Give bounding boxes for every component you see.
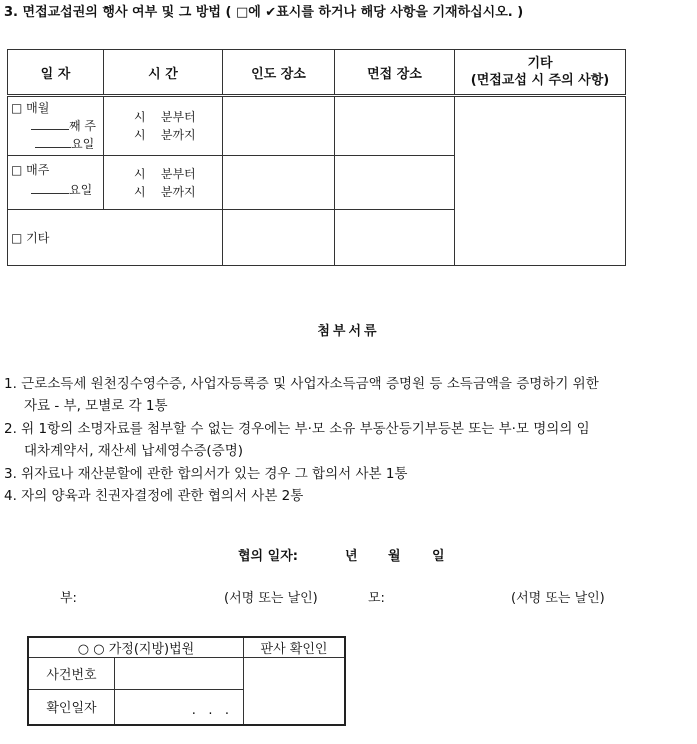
header-visit-place: 면접 장소 xyxy=(335,50,455,96)
attachment-item: 1. 근로소득세 원천징수영수증, 사업자등록증 및 사업자소득금액 증명원 등 소득금액을 증명하기 위한 xyxy=(4,376,599,392)
case-number-field[interactable] xyxy=(115,658,244,690)
weekly-handover-place[interactable] xyxy=(223,156,335,210)
agreement-year: 년 xyxy=(345,549,358,564)
header-date: 일 자 xyxy=(8,50,104,96)
mother-signature[interactable]: (서명 또는 날인) xyxy=(511,591,605,606)
confirm-date-field[interactable]: . . . xyxy=(115,690,244,725)
weekly-visit-place[interactable] xyxy=(335,156,455,210)
table-row xyxy=(8,96,626,156)
section-title: 3. 면접교섭권의 행사 여부 및 그 방법 ( □에 ✔표시를 하거나 해당 사항을 기재하십시오. ) xyxy=(4,5,524,20)
mother-label: 모: xyxy=(368,591,385,606)
court-name: ○ ○ 가정(지방)법원 xyxy=(28,637,244,658)
monthly-visit-place[interactable] xyxy=(335,96,455,156)
attachment-item: 4. 자의 양육과 친권자결정에 관한 협의서 사본 2통 xyxy=(4,488,304,504)
visitation-schedule-table xyxy=(7,49,626,266)
agreement-month: 월 xyxy=(388,549,401,564)
judge-confirmation-label: 판사 확인인 xyxy=(244,637,346,658)
other-visit-place[interactable] xyxy=(335,210,455,266)
attachment-item: 자료 - 부, 모별로 각 1통 xyxy=(24,398,168,414)
monthly-option[interactable]: □ 매월 째 주 요일 xyxy=(8,96,104,156)
court-confirmation-table xyxy=(27,636,346,726)
judge-seal-field[interactable] xyxy=(244,658,346,725)
other-notes[interactable] xyxy=(455,96,626,266)
attachment-item: 3. 위자료나 재산분할에 관한 합의서가 있는 경우 그 합의서 사본 1통 xyxy=(4,466,408,482)
weekly-time[interactable]: 시 분부터 시 분까지 xyxy=(104,156,223,210)
agreement-day: 일 xyxy=(432,549,445,564)
case-number-label: 사건번호 xyxy=(28,658,115,690)
header-other: 기타 (면접교섭 시 주의 사항) xyxy=(455,50,626,96)
monthly-time[interactable]: 시 분부터 시 분까지 xyxy=(104,96,223,156)
header-time: 시 간 xyxy=(104,50,223,96)
agreement-date-label: 협의 일자: xyxy=(238,549,298,564)
confirm-date-label: 확인일자 xyxy=(28,690,115,725)
other-handover-place[interactable] xyxy=(223,210,335,266)
attachment-item: 2. 위 1항의 소명자료를 첨부할 수 없는 경우에는 부·모 소유 부동산등기부등본 또는 부·모 명의의 임 xyxy=(4,421,590,437)
attachments-title: 첨부서류 xyxy=(317,324,380,339)
weekly-option[interactable]: □ 매주 요일 xyxy=(8,156,104,210)
monthly-handover-place[interactable] xyxy=(223,96,335,156)
header-handover-place: 인도 장소 xyxy=(223,50,335,96)
father-signature[interactable]: (서명 또는 날인) xyxy=(224,591,318,606)
attachment-item: 대차계약서, 재산세 납세영수증(증명) xyxy=(24,443,244,459)
father-label: 부: xyxy=(60,591,77,606)
other-option[interactable]: □ 기타 xyxy=(8,210,223,266)
